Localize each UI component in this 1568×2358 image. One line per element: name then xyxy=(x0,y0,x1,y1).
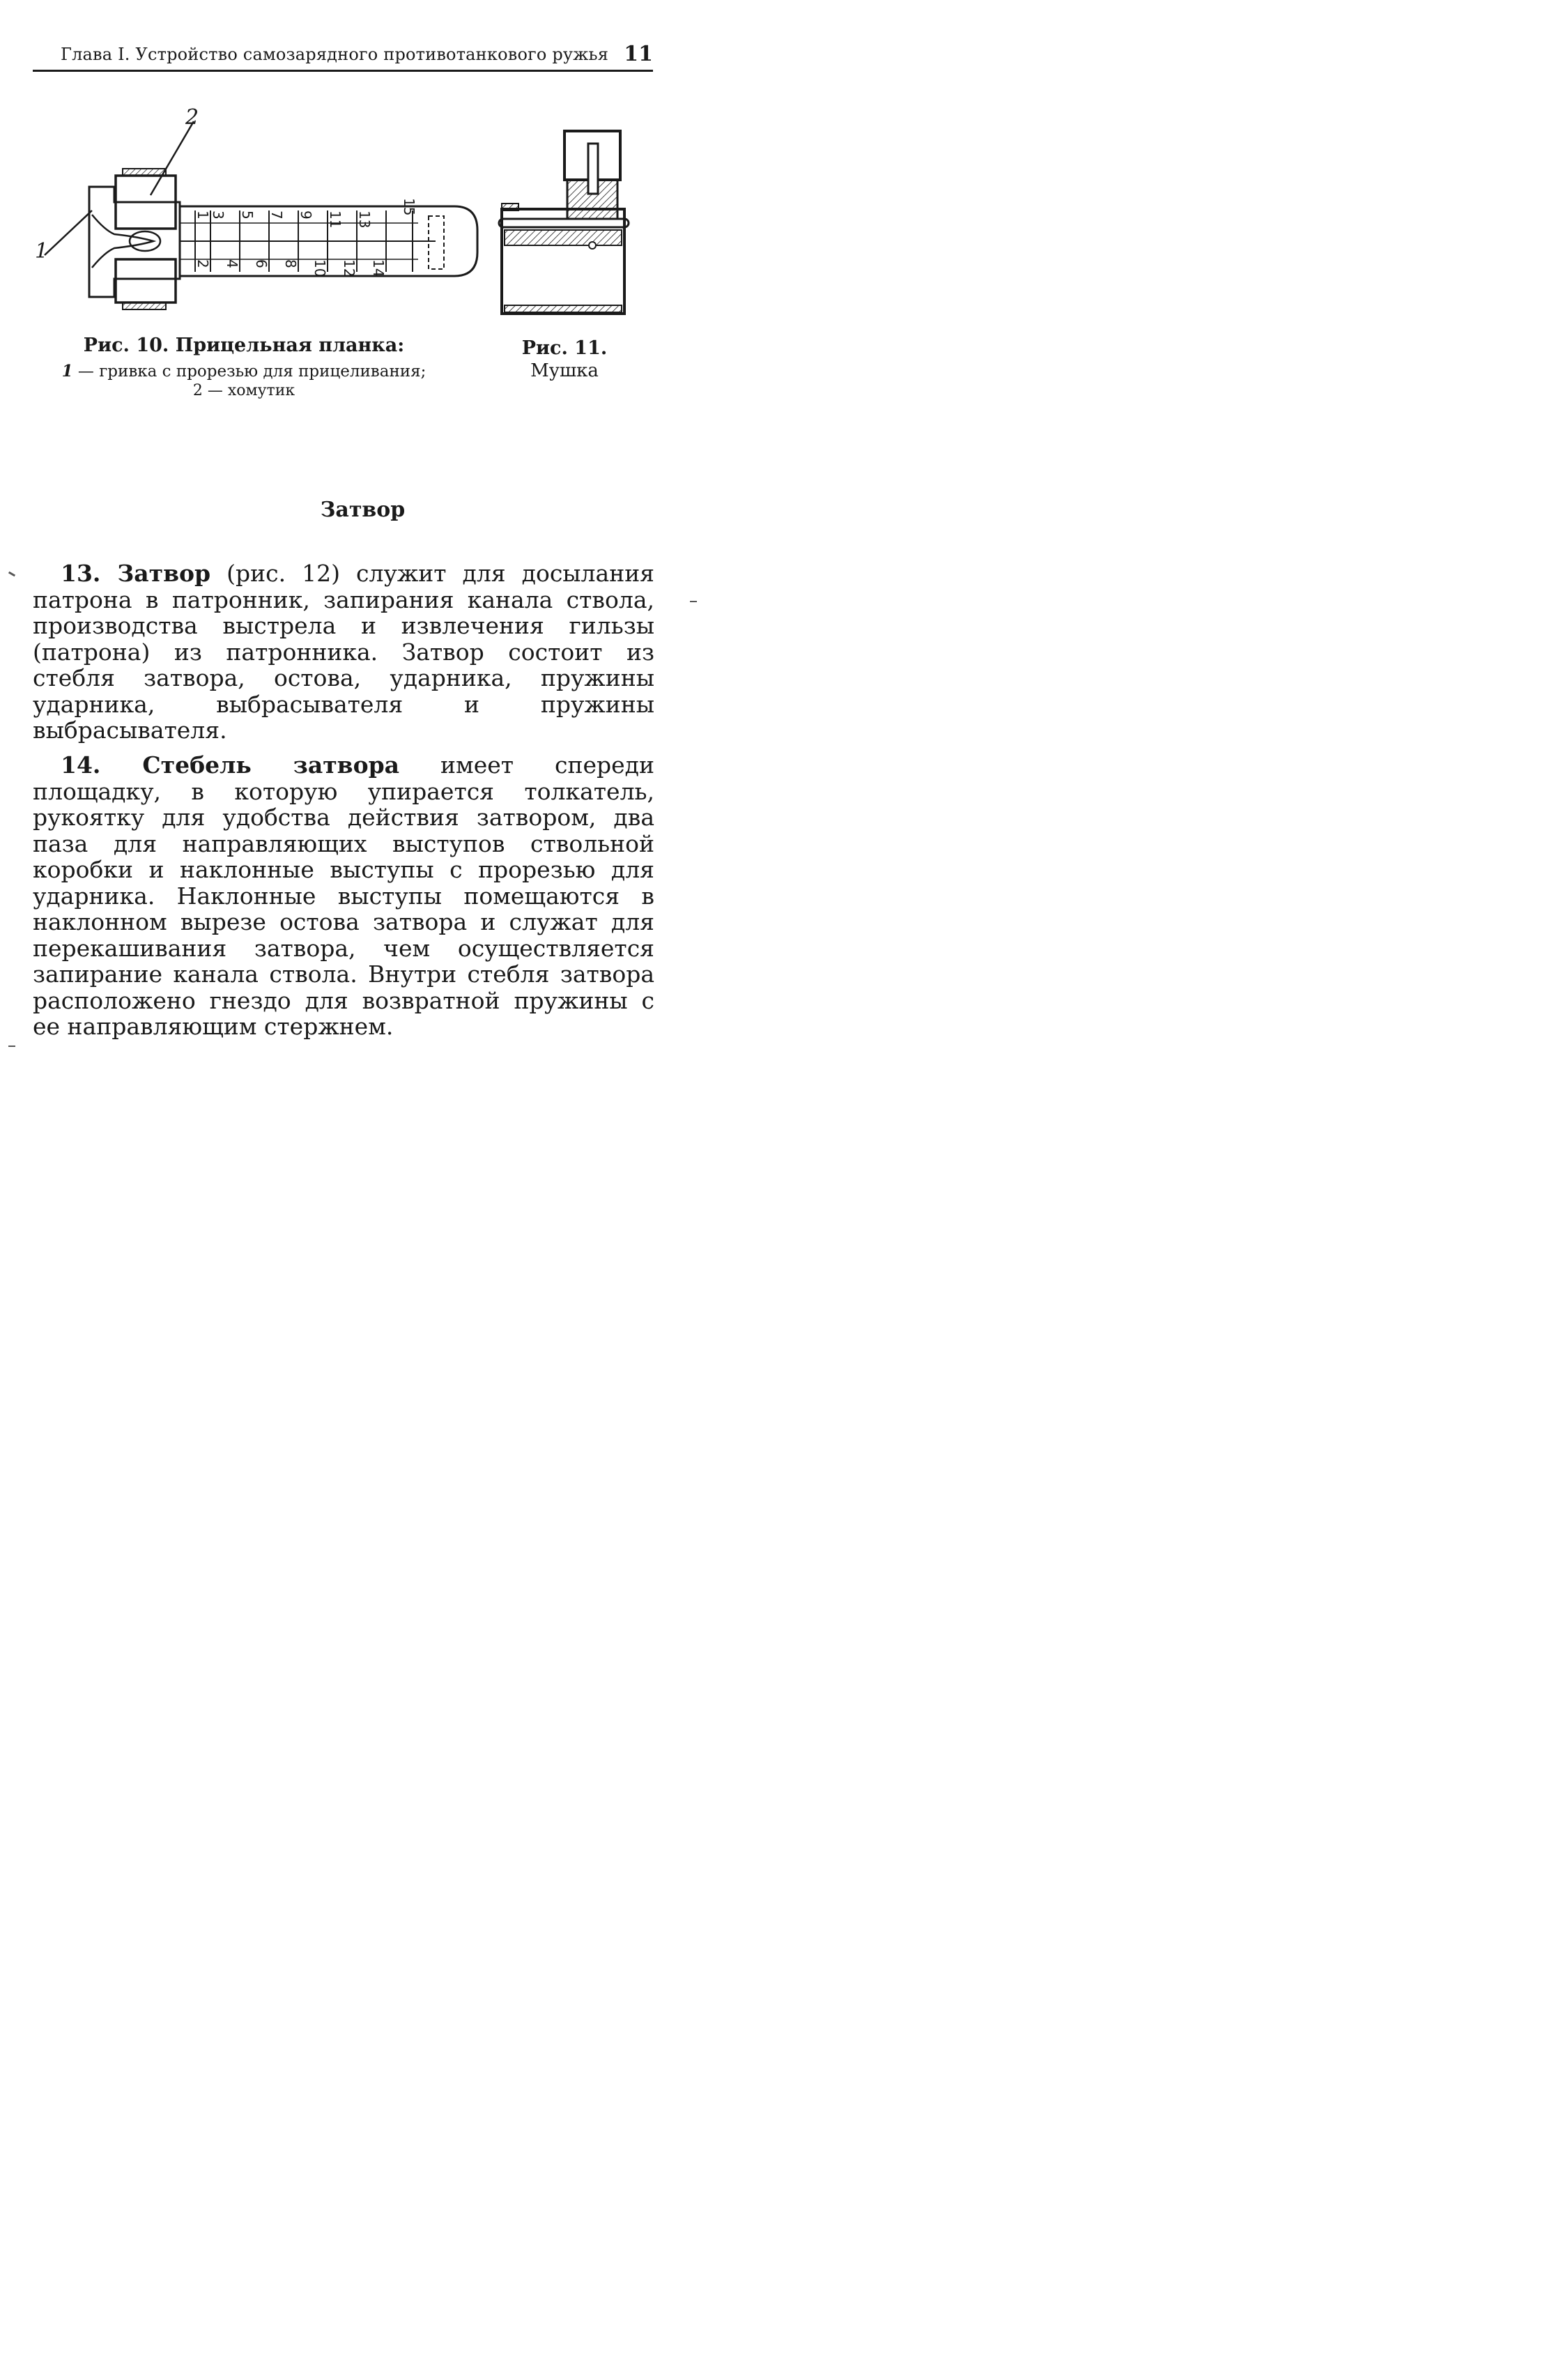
figure-10-caption xyxy=(28,335,460,399)
scan-speck xyxy=(8,1046,15,1047)
paragraph-14 xyxy=(33,752,654,1040)
callout-2: 2 xyxy=(185,105,199,130)
scale-bottom-mark: 14 xyxy=(370,259,387,277)
figure-11-caption-subtitle: Мушка xyxy=(530,360,599,381)
paragraph-13-lead: 13. Затвор xyxy=(61,560,211,587)
scale-top-mark: 7 xyxy=(268,210,285,220)
running-header xyxy=(33,42,653,72)
figure-11-caption xyxy=(509,337,620,381)
paragraph-13 xyxy=(33,560,654,744)
scale-bottom-mark: 4 xyxy=(224,259,240,268)
scale-bottom-mark: 10 xyxy=(312,259,328,277)
figure-10-caption-title: Рис. 10. Прицельная планка: xyxy=(83,335,405,356)
caption-item-1-text: — гривка с прорезью для прицеливания; xyxy=(72,362,426,381)
figure-11-caption-title: Рис. 11. xyxy=(521,337,608,359)
scale-bottom-mark: 8 xyxy=(282,259,299,268)
scale-top-mark: 1 xyxy=(194,210,211,220)
scale-bottom-mark: 6 xyxy=(253,259,270,268)
figure-10-rear-sight-drawing xyxy=(28,105,488,328)
figure-10-caption-item-2: 2 — хомутик xyxy=(192,382,295,399)
paragraph-14-text: имеет спереди площадку, в которую упирается толкатель, рукоятку для удобства действия затвором, два паза для направляющих выступов ствольной коробки и наклонные выступы с прорезью для ударника. Наклонные выступы помещаются в наклонном вырезе остова затвора и служат для перекашивания затвора, чем осуществляется запирание канала ствола. Внутри стебля затвора расположено гнездо для возвратной пружины с ее направляющим стержнем. xyxy=(33,751,654,1040)
scale-top-mark: 5 xyxy=(239,210,256,220)
scale-top-mark: 11 xyxy=(327,210,344,229)
scale-bottom-mark: 12 xyxy=(341,259,358,277)
paragraph-14-lead: 14. Стебель затвора xyxy=(61,751,400,779)
figure-11-front-sight-drawing xyxy=(495,125,634,321)
caption-item-1-number: 1 xyxy=(61,362,73,381)
chapter-title: Глава I. Устройство самозарядного противотанкового ружья xyxy=(61,45,609,64)
page-number: 11 xyxy=(624,42,653,66)
callout-1: 1 xyxy=(35,239,49,263)
scale-top-mark: 13 xyxy=(356,210,373,229)
scan-speck xyxy=(690,601,697,602)
section-heading: Затвор xyxy=(320,498,406,522)
paragraph-13-text: (рис. 12) служит для досылания патрона в патронник, запирания канала ствола, производства выстрела и извлечения гильзы (патрона) из патронника. Затвор состоит из стебля затвора, остова, ударника, пружины ударника, выбрасывателя и пружины выбрасывателя. xyxy=(33,560,655,744)
scale-bottom-mark: 2 xyxy=(194,259,211,268)
scale-top-mark: 9 xyxy=(298,210,314,220)
scan-speck xyxy=(8,572,15,577)
scale-top-mark: 3 xyxy=(210,210,226,220)
figure-10-caption-item-1 xyxy=(28,362,460,381)
scale-top-mark: 15 xyxy=(401,198,417,216)
